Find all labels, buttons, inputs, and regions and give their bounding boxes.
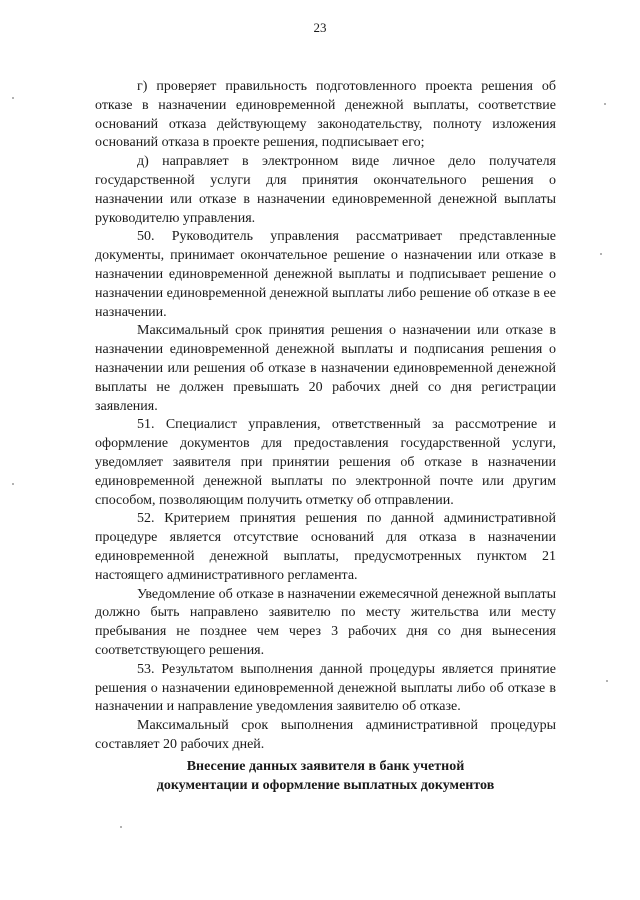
paragraph-item-g: г) проверяет правильность подготовленного проекта решения об отказе в назначении единовременной денежной выплаты, соответствие оснований отказа действующему законодательству, полноту изложения оснований отказа в проекте решения, подписывает его; (95, 79, 556, 151)
paragraph-50: 50. Руководитель управления рассматривает представленные документы, принимает окончательное решение о назначении или отказе в назначении единовременной денежной выплаты и подписывает решение о назначении единовременной денежной выплаты либо решение об отказе в ее назначении. (95, 229, 556, 320)
scan-speck (600, 253, 602, 255)
paragraph-50-deadline: Максимальный срок принятия решения о назначении или отказе в назначении единовременной денежной выплаты и подписания решения о назначении или решения об отказе в назначении единовременной денежной выплаты не должен превышать 20 рабочих дней со дня регистрации заявления. (95, 323, 556, 414)
section-heading-line-2: документации и оформление выплатных документов (156, 778, 495, 793)
scan-speck (604, 103, 606, 105)
paragraph-53-deadline: Максимальный срок выполнения административной процедуры составляет 20 рабочих дней. (95, 718, 556, 752)
page-number: 23 (313, 20, 327, 35)
paragraph-51: 51. Специалист управления, ответственный за рассмотрение и оформление документов для предоставления государственной услуги, уведомляет заявителя при принятии решения об отказе в назначении единовременной денежной выплаты по электронной почте или другим способом, позволяющим получить отметку об отправлении. (95, 417, 556, 508)
paragraph-item-d: д) направляет в электронном виде личное дело получателя государственной услуги для принятия окончательного решения о назначении или отказе в назначении единовременной денежной выплаты руководителю управления. (95, 154, 556, 226)
body-text (95, 78, 556, 755)
scan-speck (120, 826, 122, 828)
section-heading-line-1: Внесение данных заявителя в банк учетной (186, 759, 465, 774)
scan-speck (12, 97, 14, 99)
paragraph-52-notification: Уведомление об отказе в назначении ежемесячной денежной выплаты должно быть направлено заявителю по месту жительства или месту пребывания не позднее чем через 3 рабочих дня со дня вынесения соответствующего решения. (95, 586, 556, 658)
paragraph-52: 52. Критерием принятия решения по данной административной процедуре является отсутствие оснований для отказа в назначении единовременной денежной выплаты, предусмотренных пунктом 21 настоящего административного регламента. (95, 511, 556, 583)
scan-speck (12, 483, 14, 485)
scan-speck (606, 680, 608, 682)
section-heading (95, 757, 556, 795)
paragraph-53: 53. Результатом выполнения данной процедуры является принятие решения о назначении единовременной денежной выплаты либо об отказе в назначении и направление уведомления заявителю об отказе. (95, 661, 556, 715)
